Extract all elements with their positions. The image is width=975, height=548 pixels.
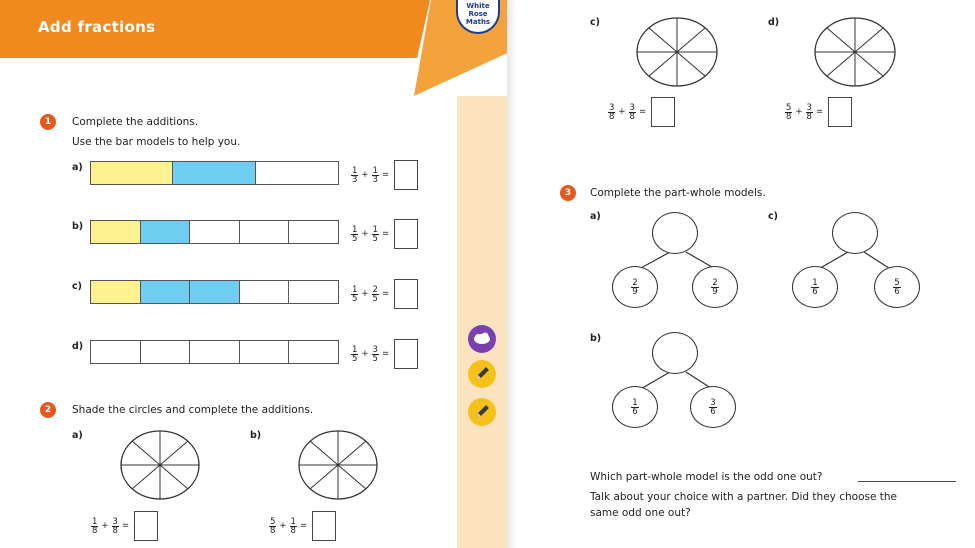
circle-eighths-a[interactable] — [120, 430, 200, 500]
pencil-shape-icon — [472, 402, 492, 422]
q3a-label: a) — [590, 211, 601, 222]
q2a-equation: $\frac{1}{8}$ + $\frac{3}{8}$ = — [90, 511, 158, 541]
fraction: $\frac{1}{5}$ — [352, 224, 358, 244]
q1d-label: d) — [72, 341, 84, 352]
part-circle-left — [792, 266, 838, 308]
fraction: $\frac{1}{3}$ — [352, 165, 358, 185]
q2b-label: b) — [250, 430, 262, 441]
q2a-label: a) — [72, 430, 83, 441]
q1-instruction: Complete the additions. — [72, 116, 199, 128]
q1c-label: c) — [72, 281, 82, 292]
fraction: $\frac{5}{8}$ — [786, 102, 792, 122]
answer-box[interactable] — [828, 97, 852, 127]
answer-box[interactable] — [651, 97, 675, 127]
bar-segment-shaded — [91, 162, 173, 184]
q1-hint: Use the bar models to help you. — [72, 136, 241, 148]
fraction: $\frac{5}{8}$ — [270, 516, 276, 536]
fraction: $\frac{2}{5}$ — [372, 284, 378, 304]
fraction: $\frac{1}{8}$ — [290, 516, 296, 536]
part-circle-right — [690, 386, 736, 428]
pencil-shape-icon — [472, 364, 492, 384]
cloud-icon — [472, 331, 492, 347]
q1a-label: a) — [72, 162, 83, 173]
question-2-number: 2 — [40, 402, 56, 418]
answer-box[interactable] — [394, 219, 418, 249]
fraction: $\frac{3}{8}$ — [112, 516, 118, 536]
answer-line[interactable] — [858, 481, 956, 482]
pencil-icon — [468, 360, 496, 388]
q1d-equation: $\frac{1}{5}$ + $\frac{3}{5}$ = — [350, 339, 418, 369]
fraction: $\frac{2}{9}$ — [632, 277, 638, 297]
fraction: $\frac{1}{6}$ — [812, 277, 818, 297]
bar-segment-empty — [256, 162, 338, 184]
question-3-number: 3 — [560, 185, 576, 201]
page-gutter — [507, 0, 517, 548]
discuss-line-1: Talk about your choice with a partner. Did they choose the — [590, 491, 897, 503]
fraction: $\frac{3}{5}$ — [372, 344, 378, 364]
answer-box[interactable] — [134, 511, 158, 541]
q2-instruction: Shade the circles and complete the additions. — [72, 404, 314, 416]
fraction: $\frac{1}{6}$ — [632, 397, 638, 417]
q2d-label: d) — [768, 17, 780, 28]
q2c-equation: $\frac{3}{8}$ + $\frac{3}{8}$ = — [607, 97, 675, 127]
answer-box[interactable] — [394, 279, 418, 309]
answer-box[interactable] — [394, 160, 418, 190]
fraction: $\frac{1}{5}$ — [352, 344, 358, 364]
q3-instruction: Complete the part-whole models. — [590, 187, 766, 199]
circle-eighths-c[interactable] — [636, 17, 718, 87]
answer-box[interactable] — [312, 511, 336, 541]
fraction: $\frac{1}{3}$ — [372, 165, 378, 185]
fraction: $\frac{2}{9}$ — [712, 277, 718, 297]
q1b-equation: $\frac{1}{5}$ + $\frac{1}{5}$ = — [350, 219, 418, 249]
q1a-equation: $\frac{1}{3}$ + $\frac{1}{3}$ = — [350, 160, 418, 190]
pencil-icon-2 — [468, 398, 496, 426]
part-circle-right — [692, 266, 738, 308]
whole-circle[interactable] — [652, 332, 698, 374]
fraction: $\frac{3}{6}$ — [710, 397, 716, 417]
circle-eighths-b[interactable] — [298, 430, 378, 500]
bar-model-thirds — [90, 161, 339, 185]
q3b-label: b) — [590, 333, 602, 344]
page-title: Add fractions — [38, 18, 156, 36]
fraction: $\frac{1}{8}$ — [92, 516, 98, 536]
bar-segment-shaded — [173, 162, 255, 184]
fraction: $\frac{5}{6}$ — [894, 277, 900, 297]
q2b-equation: $\frac{5}{8}$ + $\frac{1}{8}$ = — [268, 511, 336, 541]
part-circle-right — [874, 266, 920, 308]
answer-box[interactable] — [394, 339, 418, 369]
q2c-label: c) — [590, 17, 600, 28]
q1b-label: b) — [72, 221, 84, 232]
fraction: $\frac{3}{8}$ — [629, 102, 635, 122]
part-circle-left — [612, 386, 658, 428]
fraction: $\frac{3}{8}$ — [806, 102, 812, 122]
thinking-icon — [468, 325, 496, 353]
discuss-line-2: same odd one out? — [590, 507, 691, 519]
fraction: $\frac{1}{5}$ — [352, 284, 358, 304]
bar-model-fifths-b — [90, 220, 339, 244]
q2d-equation: $\frac{5}{8}$ + $\frac{3}{8}$ = — [784, 97, 852, 127]
bar-model-fifths-c — [90, 280, 339, 304]
white-rose-maths-logo: White Rose Maths — [456, 0, 500, 34]
odd-one-out-question: Which part-whole model is the odd one out? — [590, 471, 823, 483]
bar-model-fifths-d — [90, 340, 339, 364]
whole-circle[interactable] — [832, 212, 878, 254]
sidebar-strip — [457, 96, 507, 548]
circle-eighths-d[interactable] — [814, 17, 896, 87]
whole-circle[interactable] — [652, 212, 698, 254]
fraction: $\frac{1}{5}$ — [372, 224, 378, 244]
q3c-label: c) — [768, 211, 778, 222]
question-1-number: 1 — [40, 114, 56, 130]
part-circle-left — [612, 266, 658, 308]
q1c-equation: $\frac{1}{5}$ + $\frac{2}{5}$ = — [350, 279, 418, 309]
fraction: $\frac{3}{8}$ — [609, 102, 615, 122]
